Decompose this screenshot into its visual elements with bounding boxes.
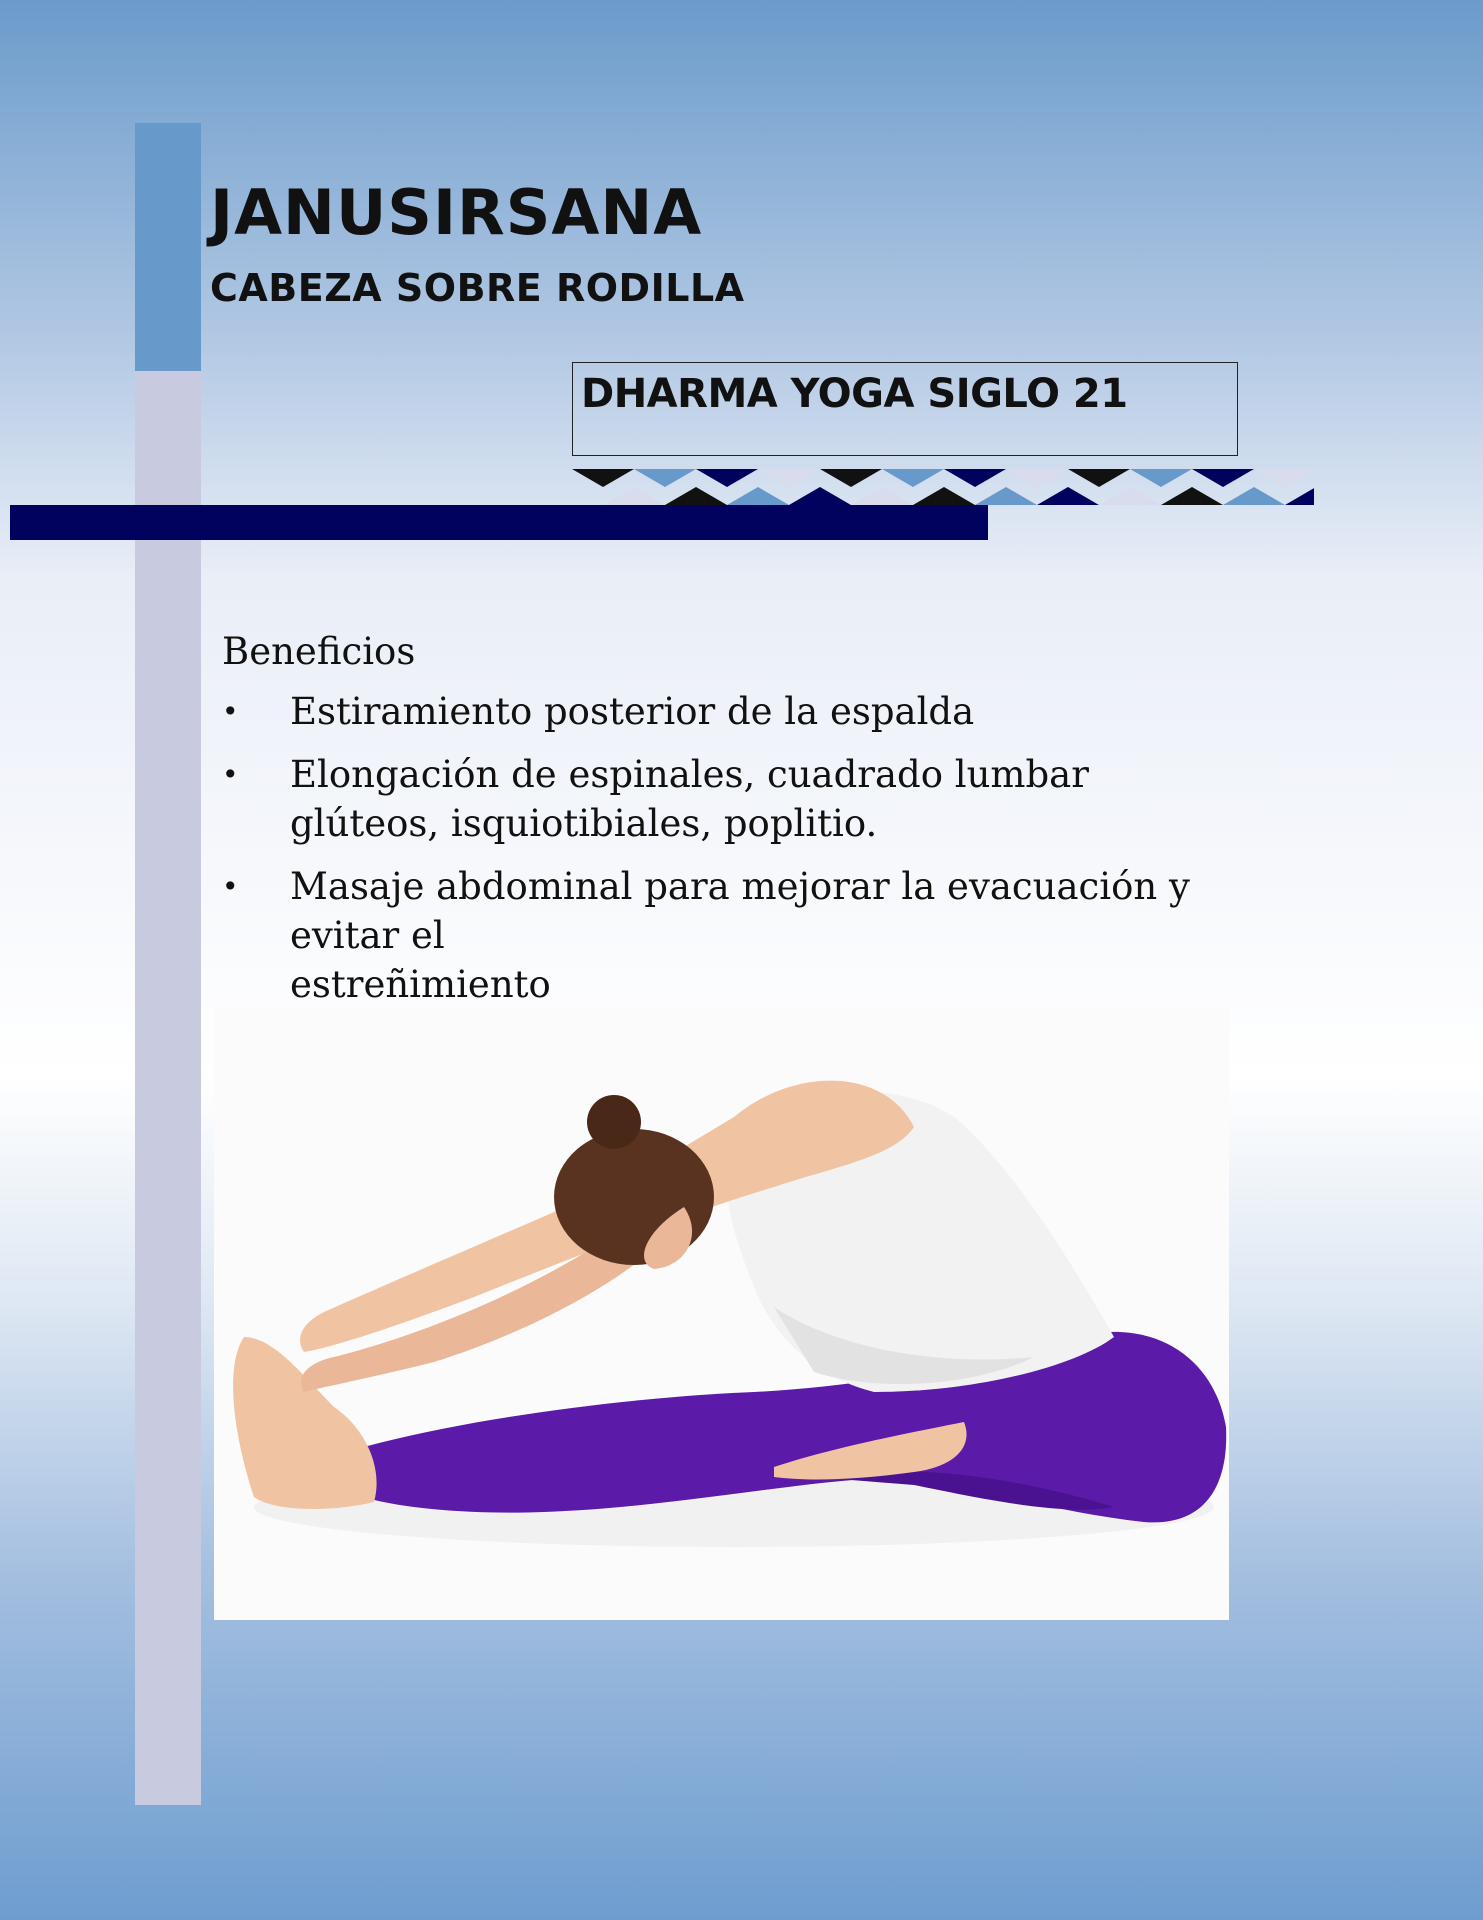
benefits-list [222, 687, 1302, 1009]
triangle-pattern [572, 469, 1314, 505]
pattern-triangle [1223, 487, 1285, 505]
brand-label: DHARMA YOGA SIGLO 21 [581, 371, 1128, 417]
pattern-triangle [882, 469, 944, 487]
pattern-triangle [1254, 469, 1314, 487]
pattern-triangle [1161, 487, 1223, 505]
pattern-triangle [1006, 469, 1068, 487]
pattern-triangle [727, 487, 789, 505]
pattern-triangle [696, 469, 758, 487]
pattern-triangle [634, 469, 696, 487]
pattern-triangle [1130, 469, 1192, 487]
benefits-heading: Beneficios [222, 630, 416, 673]
pattern-triangle [789, 487, 851, 505]
brand-box [572, 362, 1238, 456]
pattern-triangle [820, 469, 882, 487]
horizontal-accent-bar [10, 505, 988, 540]
benefit-item: • Masaje abdominal para mejorar la evacuación y evitar el estreñimiento [222, 862, 1302, 1009]
vertical-accent-bar [135, 371, 201, 1805]
pattern-triangle [603, 487, 665, 505]
benefit-item: • Estiramiento posterior de la espalda [222, 687, 1302, 736]
page-subtitle: CABEZA SOBRE RODILLA [210, 266, 745, 310]
pattern-triangle [1192, 469, 1254, 487]
pattern-triangle [913, 487, 975, 505]
pattern-triangle [665, 487, 727, 505]
hair-bun [587, 1095, 641, 1149]
benefit-item: • Elongación de espinales, cuadrado lumbar glúteos, isquiotibiales, poplitio. [222, 750, 1302, 848]
pattern-triangle [975, 487, 1037, 505]
vertical-accent-bar-top [135, 123, 201, 371]
pattern-triangle [1099, 487, 1161, 505]
head [554, 1129, 714, 1265]
pattern-triangle [1068, 469, 1130, 487]
pattern-triangle [1285, 487, 1314, 505]
pattern-triangle [944, 469, 1006, 487]
yoga-pose-photo [214, 1007, 1229, 1620]
pattern-triangle [1037, 487, 1099, 505]
benefits-section [222, 630, 1302, 1023]
pattern-triangle [758, 469, 820, 487]
pattern-triangle [851, 487, 913, 505]
pattern-triangle [572, 469, 634, 487]
page-title: JANUSIRSANA [210, 176, 703, 249]
